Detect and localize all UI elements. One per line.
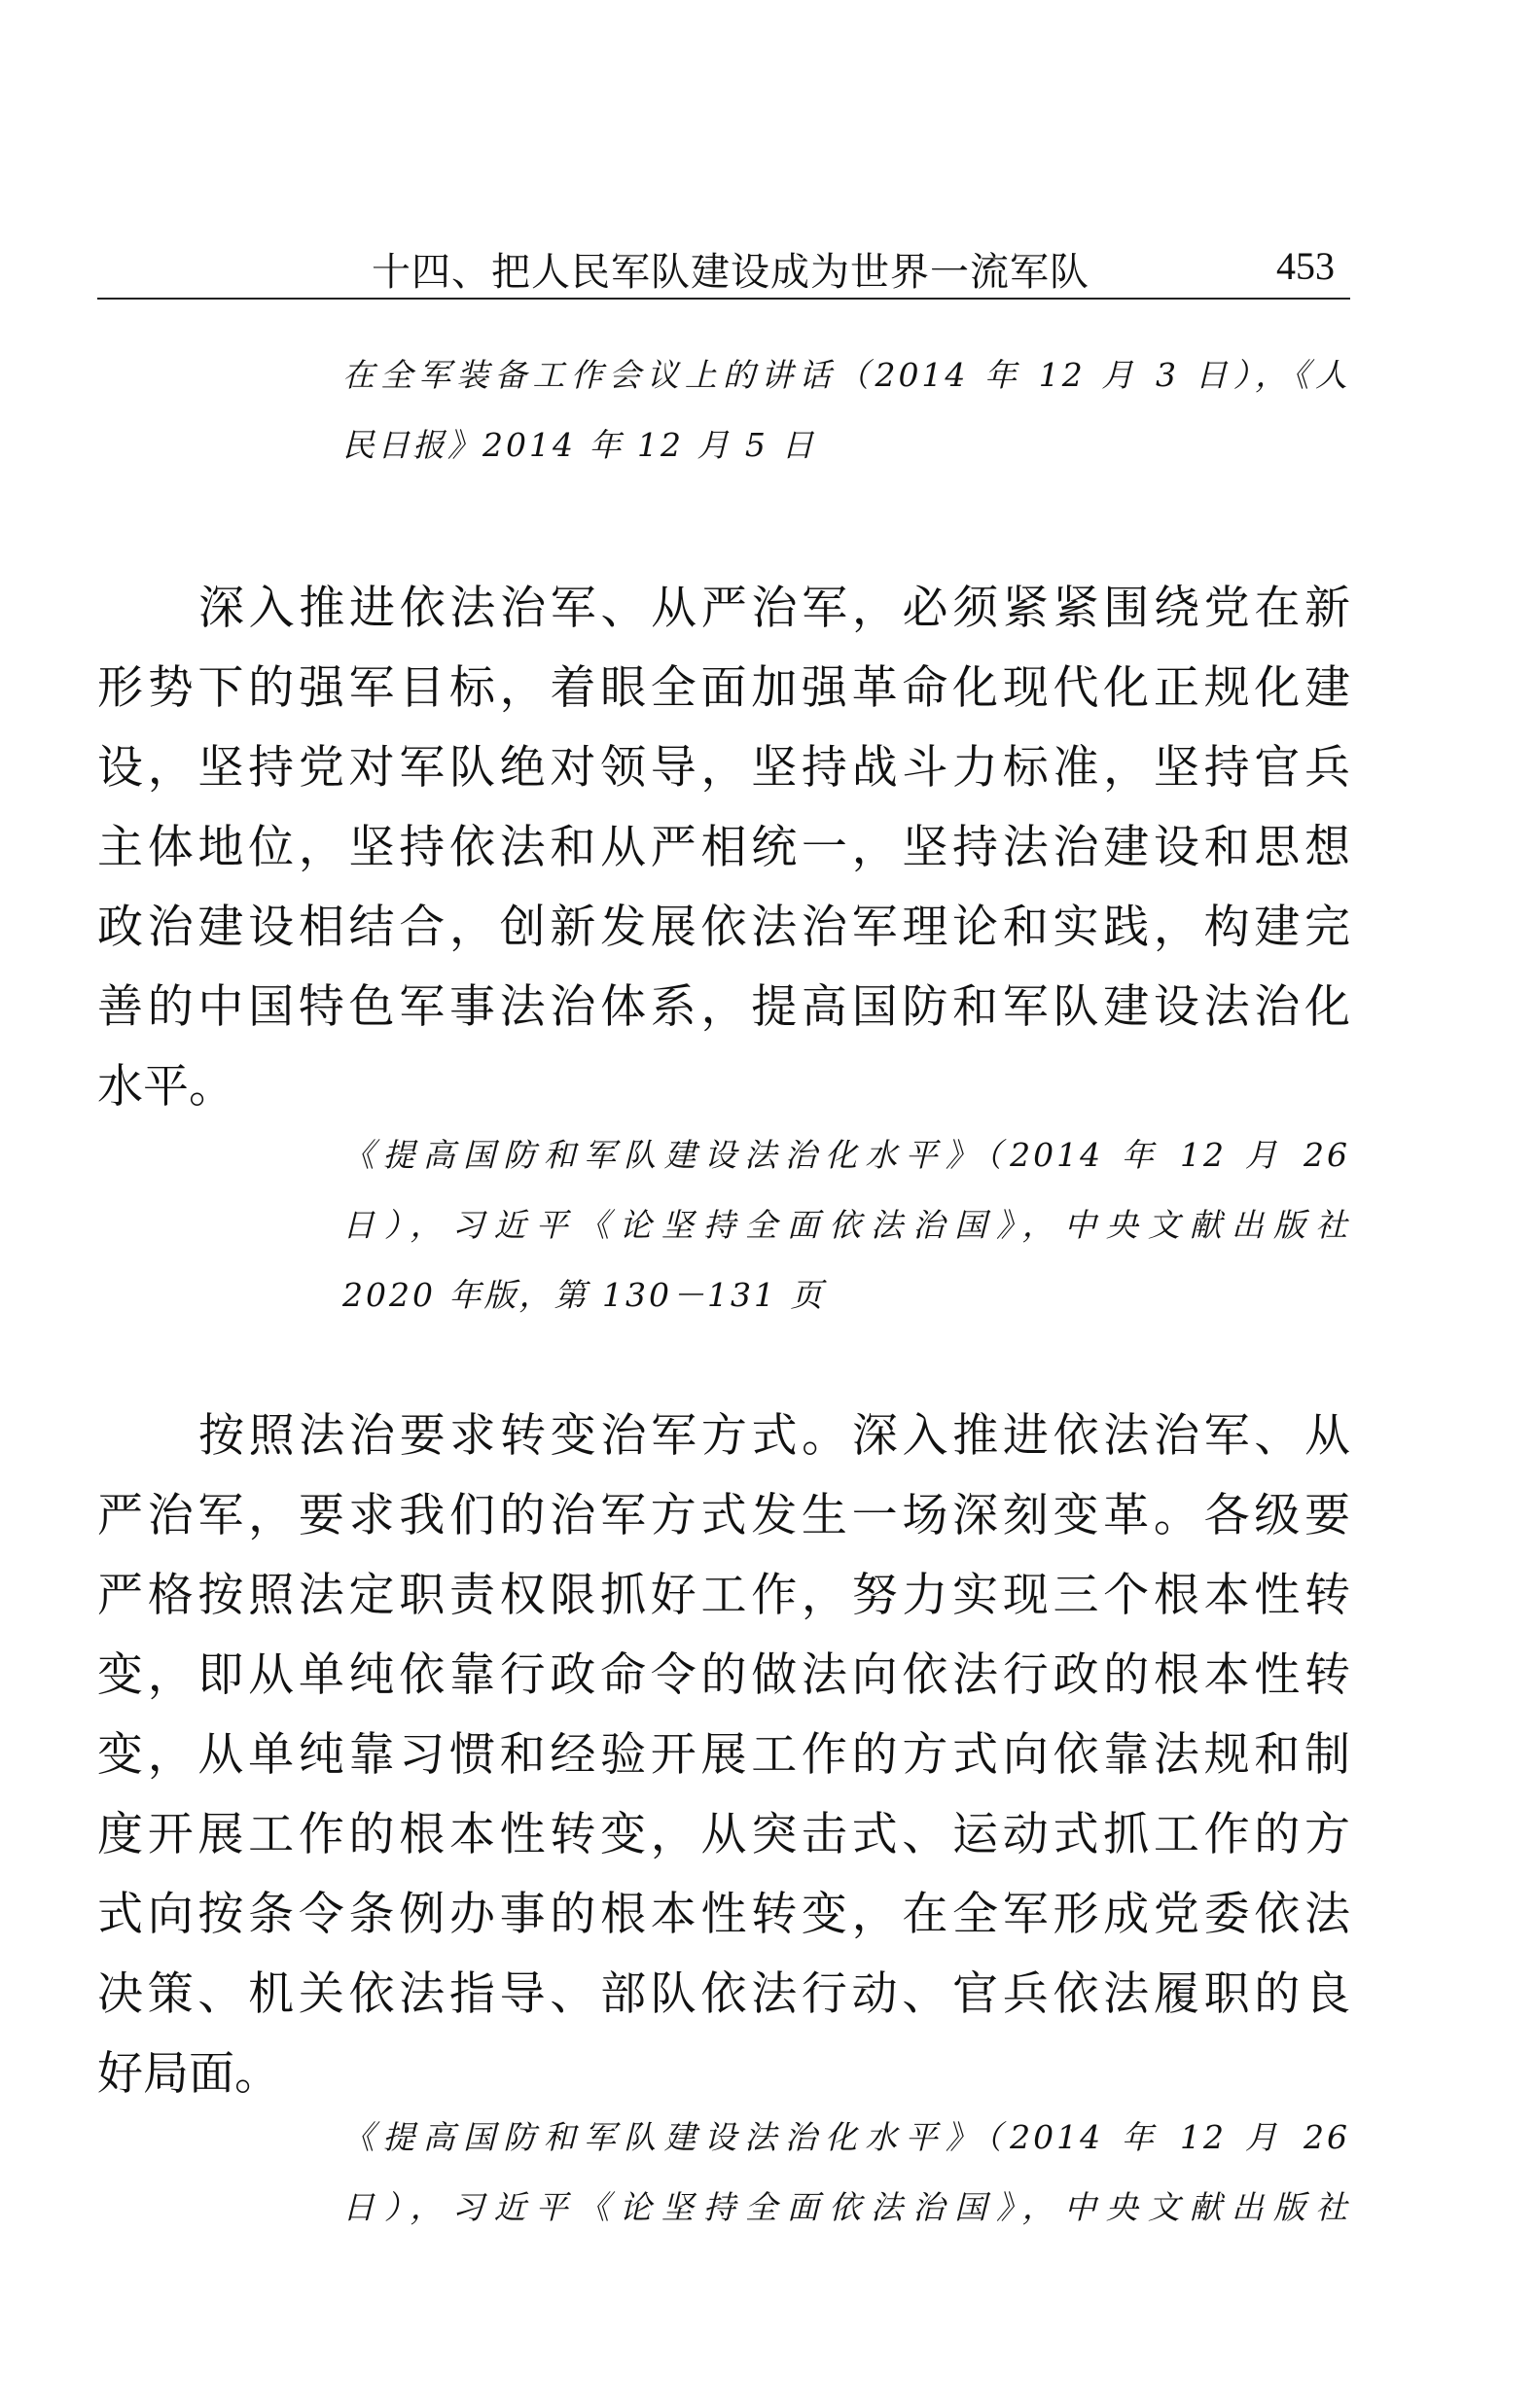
- paragraph-line: 式向按条令条例办事的根本性转变，在全军形成党委依法: [97, 1888, 1350, 1941]
- paragraph-line: 水平。: [97, 1060, 234, 1114]
- source-line: 在全军装备工作会议上的讲话（2014 年 12 月 3 日），《人: [342, 356, 1350, 394]
- source-citation: [342, 340, 1350, 480]
- source-line: 日），习近平《论坚持全面依法治国》，中央文献出版社: [342, 2188, 1350, 2226]
- paragraph-line: 善的中国特色军事法治体系，提高国防和军队建设法治化: [97, 980, 1350, 1034]
- paragraph-line: 主体地位，坚持依法和从严相统一，坚持法治建设和思想: [97, 821, 1350, 874]
- paragraph-line: 变，从单纯靠习惯和经验开展工作的方式向依靠法规和制: [97, 1728, 1350, 1782]
- paragraph-line: 设，坚持党对军队绝对领导，坚持战斗力标准，坚持官兵: [97, 741, 1350, 795]
- paragraph-line: 深入推进依法治军、从严治军，必须紧紧围绕党在新: [198, 582, 1350, 635]
- source-line: 《提高国防和军队建设法治化水平》（2014 年 12 月 26: [342, 1136, 1350, 1174]
- body-paragraph: [97, 1397, 1350, 2114]
- paragraph-line: 政治建设相结合，创新发展依法治军理论和实践，构建完: [97, 901, 1350, 954]
- page-number: 453: [1276, 244, 1335, 288]
- paragraph-line: 度开展工作的根本性转变，从突击式、运动式抓工作的方: [97, 1808, 1350, 1861]
- paragraph-line: 好局面。: [97, 2047, 280, 2101]
- body-paragraph: [97, 569, 1350, 1127]
- running-title: 十四、把人民军队建设成为世界一流军队: [372, 250, 1089, 295]
- source-line: 《提高国防和军队建设法治化水平》（2014 年 12 月 26: [342, 2118, 1350, 2156]
- source-line: 2020 年版，第 130－131 页: [342, 1276, 826, 1314]
- paragraph-line: 变，即从单纯依靠行政命令的做法向依法行政的根本性转: [97, 1648, 1350, 1702]
- paragraph-line: 形势下的强军目标，着眼全面加强革命化现代化正规化建: [97, 661, 1350, 715]
- paragraph-line: 严格按照法定职责权限抓好工作，努力实现三个根本性转: [97, 1569, 1350, 1622]
- source-citation: [342, 2103, 1350, 2243]
- source-line: 日），习近平《论坚持全面依法治国》，中央文献出版社: [342, 1206, 1350, 1244]
- paragraph-line: 严治军，要求我们的治军方式发生一场深刻变革。各级要: [97, 1489, 1350, 1542]
- source-citation: [342, 1120, 1350, 1330]
- source-line: 民日报》2014 年 12 月 5 日: [342, 426, 817, 464]
- paragraph-line: 决策、机关依法指导、部队依法行动、官兵依法履职的良: [97, 1967, 1350, 2021]
- paragraph-line: 按照法治要求转变治军方式。深入推进依法治军、从: [198, 1409, 1350, 1463]
- running-head: [97, 241, 1350, 300]
